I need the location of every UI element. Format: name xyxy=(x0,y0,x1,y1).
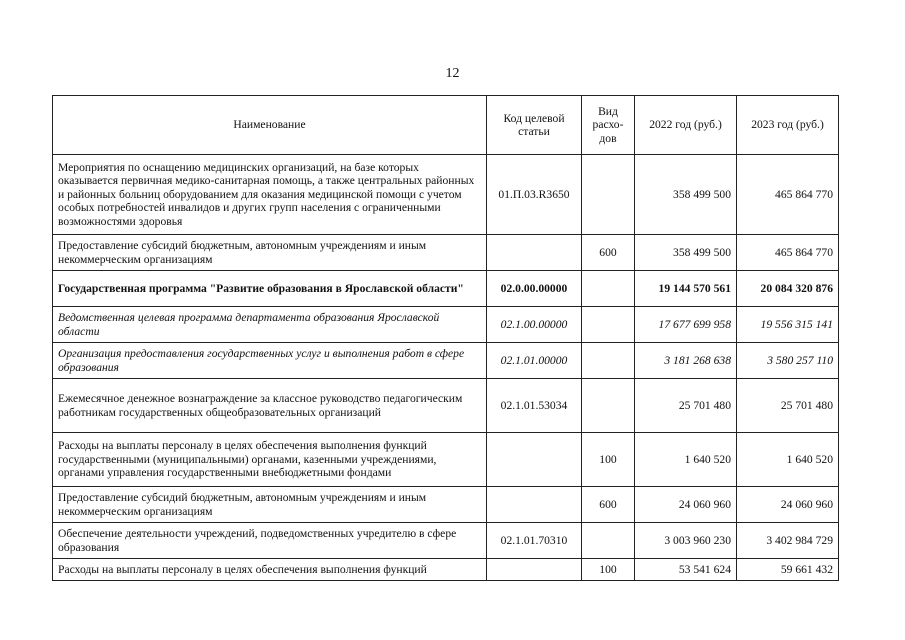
page-number: 12 xyxy=(445,66,460,81)
cell-kind xyxy=(582,343,635,379)
header-2022: 2022 год (руб.) xyxy=(635,96,737,155)
cell-name: Ежемесячное денежное вознаграждение за классное руководство педагогическим работникам государственных общеобразовательных организаций xyxy=(53,379,487,433)
header-name: Наименование xyxy=(53,96,487,155)
table-row xyxy=(53,271,839,307)
table-row xyxy=(53,307,839,343)
cell-kind xyxy=(582,155,635,235)
cell-name: Мероприятия по оснащению медицинских организаций, на базе которых оказывается первичная медико-санитарная помощь, а также центральных районных и районных больниц оборудованием для оказания медицинской помощи с учетом особых потребностей инвалидов и других групп населения с ограниченными возможностями здоровья xyxy=(53,155,487,235)
cell-name: Расходы на выплаты персоналу в целях обеспечения выполнения функций xyxy=(53,559,487,581)
table-row xyxy=(53,235,839,271)
cell-2023: 20 084 320 876 xyxy=(737,271,839,307)
cell-code: 02.1.00.00000 xyxy=(487,307,582,343)
cell-2023: 59 661 432 xyxy=(737,559,839,581)
cell-code: 02.0.00.00000 xyxy=(487,271,582,307)
table-row xyxy=(53,523,839,559)
table-row xyxy=(53,487,839,523)
cell-name: Государственная программа "Развитие образования в Ярославской области" xyxy=(53,271,487,307)
cell-name: Обеспечение деятельности учреждений, подведомственных учредителю в сфере образования xyxy=(53,523,487,559)
cell-name: Предоставление субсидий бюджетным, автономным учреждениям и иным некоммерческим организациям xyxy=(53,487,487,523)
cell-2022: 358 499 500 xyxy=(635,235,737,271)
cell-2022: 17 677 699 958 xyxy=(635,307,737,343)
cell-2022: 1 640 520 xyxy=(635,433,737,487)
table-row xyxy=(53,433,839,487)
cell-kind xyxy=(582,379,635,433)
cell-2023: 465 864 770 xyxy=(737,155,839,235)
cell-code xyxy=(487,487,582,523)
cell-kind: 600 xyxy=(582,487,635,523)
cell-2022: 358 499 500 xyxy=(635,155,737,235)
header-kind: Вид расхо-дов xyxy=(582,96,635,155)
cell-kind xyxy=(582,523,635,559)
table-header-row xyxy=(53,96,839,155)
cell-name: Организация предоставления государственных услуг и выполнения работ в сфере образования xyxy=(53,343,487,379)
cell-2023: 3 580 257 110 xyxy=(737,343,839,379)
cell-code: 02.1.01.00000 xyxy=(487,343,582,379)
cell-code xyxy=(487,433,582,487)
cell-kind xyxy=(582,271,635,307)
header-code: Код целевой статьи xyxy=(487,96,582,155)
cell-2022: 24 060 960 xyxy=(635,487,737,523)
cell-2023: 465 864 770 xyxy=(737,235,839,271)
table-row xyxy=(53,379,839,433)
cell-code: 02.1.01.53034 xyxy=(487,379,582,433)
table-row xyxy=(53,343,839,379)
header-2023: 2023 год (руб.) xyxy=(737,96,839,155)
cell-2022: 3 181 268 638 xyxy=(635,343,737,379)
cell-kind: 100 xyxy=(582,559,635,581)
table-row xyxy=(53,559,839,581)
cell-2023: 25 701 480 xyxy=(737,379,839,433)
cell-code: 01.П.03.R3650 xyxy=(487,155,582,235)
cell-name: Предоставление субсидий бюджетным, автономным учреждениям и иным некоммерческим организациям xyxy=(53,235,487,271)
cell-2023: 19 556 315 141 xyxy=(737,307,839,343)
budget-table xyxy=(52,95,839,581)
cell-name: Расходы на выплаты персоналу в целях обеспечения выполнения функций государственными (муниципальными) органами, казенными учреждениями, органами управления государственными внебюджетными фондами xyxy=(53,433,487,487)
cell-2022: 19 144 570 561 xyxy=(635,271,737,307)
cell-2022: 25 701 480 xyxy=(635,379,737,433)
cell-code: 02.1.01.70310 xyxy=(487,523,582,559)
cell-kind xyxy=(582,307,635,343)
cell-code xyxy=(487,559,582,581)
cell-code xyxy=(487,235,582,271)
cell-kind: 100 xyxy=(582,433,635,487)
cell-kind: 600 xyxy=(582,235,635,271)
cell-2023: 24 060 960 xyxy=(737,487,839,523)
cell-2023: 3 402 984 729 xyxy=(737,523,839,559)
cell-2022: 3 003 960 230 xyxy=(635,523,737,559)
cell-2023: 1 640 520 xyxy=(737,433,839,487)
cell-2022: 53 541 624 xyxy=(635,559,737,581)
table-row xyxy=(53,155,839,235)
cell-name: Ведомственная целевая программа департамента образования Ярославской области xyxy=(53,307,487,343)
